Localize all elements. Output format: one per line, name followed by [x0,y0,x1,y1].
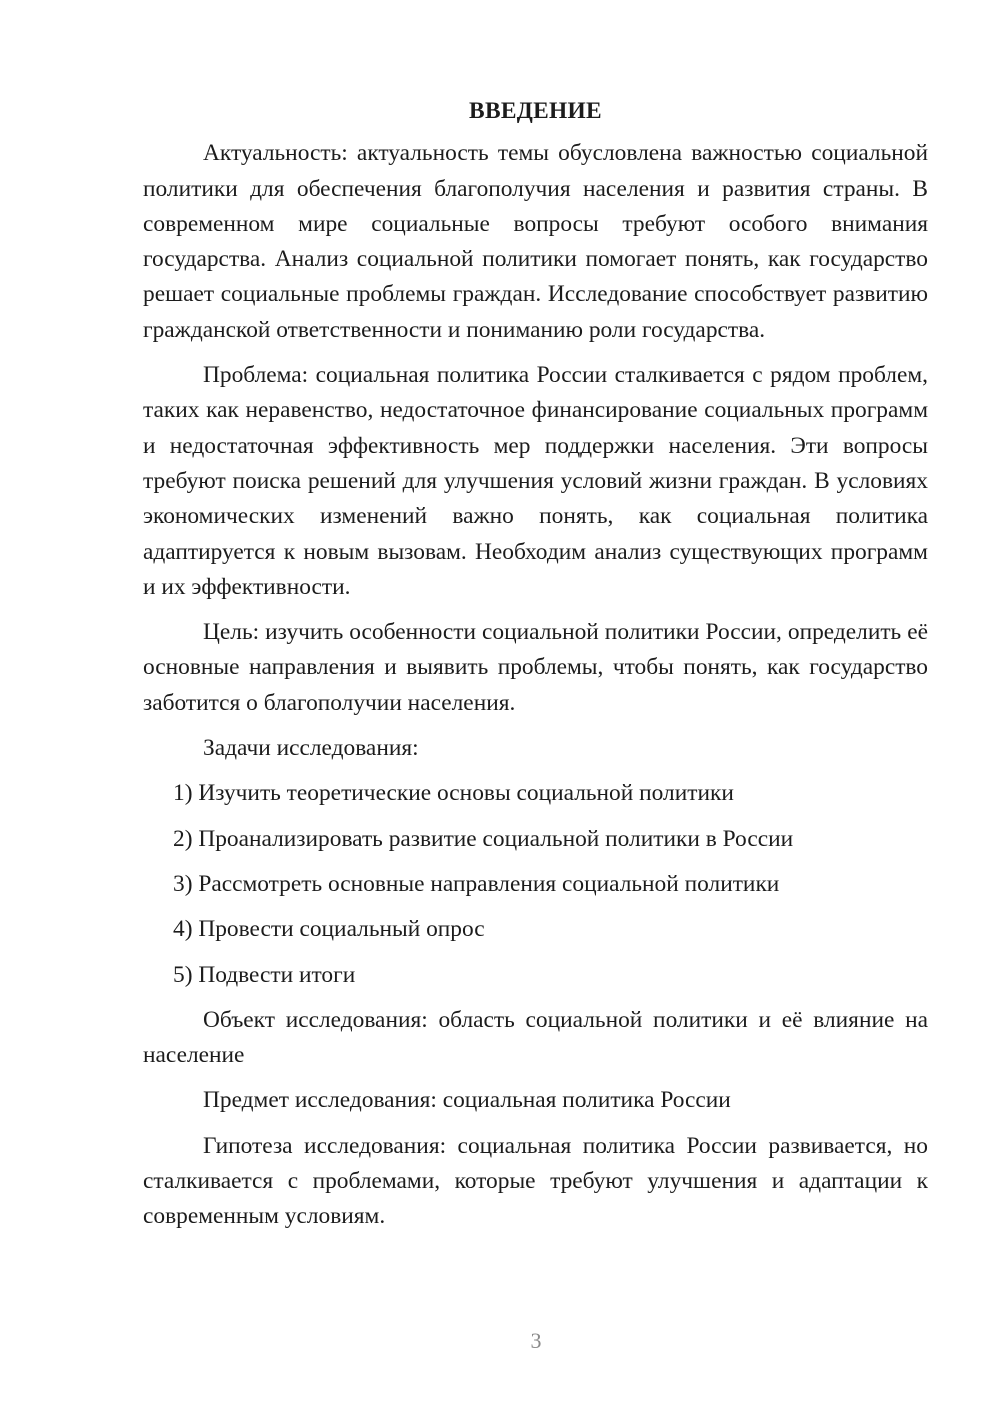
subject-paragraph: Предмет исследования: социальная политика России [203,1087,731,1114]
hypothesis-paragraph: Гипотеза исследования: социальная политика России развивается, но сталкивается с проблемами, которые требуют улучшения и адаптации к современным условиям. [143,1132,928,1230]
object-paragraph: Объект исследования: область социальной политики и её влияние на население [143,1006,928,1069]
relevance-paragraph: Актуальность: актуальность темы обусловлена важностью социальной политики для обеспечения благополучия населения и развития страны. В современном мире социальные вопросы требуют особого внимания государства. Анализ социальной политики помогает понять, как государство решает социальные проблемы граждан. Исследование способствует развитию гражданской ответственности и пониманию роли государства. [143,140,928,343]
section-heading: ВВЕДЕНИЕ [469,98,602,124]
task-item-2: 2) Проанализировать развитие социальной политики в России [173,825,794,852]
page-number: 3 [530,1328,542,1353]
page-body [143,94,928,1245]
tasks-list [143,776,928,992]
task-item-3: 3) Рассмотреть основные направления социальной политики [173,870,780,897]
problem-paragraph: Проблема: социальная политика России сталкивается с рядом проблем, таких как неравенство, недостаточное финансирование социальных программ и недостаточная эффективность мер поддержки населения. Эти вопросы требуют поиска решений для улучшения условий жизни граждан. В условиях экономических изменений важно понять, как социальная политика адаптируется к новым вызовам. Необходим анализ существующих программ и их эффективности. [143,362,928,600]
task-item-4: 4) Провести социальный опрос [173,916,485,943]
goal-paragraph: Цель: изучить особенности социальной политики России, определить её основные направления и выявить проблемы, чтобы понять, как государство заботится о благополучии населения. [143,619,928,716]
task-item-1: 1) Изучить теоретические основы социальной политики [173,780,734,807]
tasks-title: Задачи исследования: [203,735,419,762]
task-item-5: 5) Подвести итоги [173,961,356,988]
